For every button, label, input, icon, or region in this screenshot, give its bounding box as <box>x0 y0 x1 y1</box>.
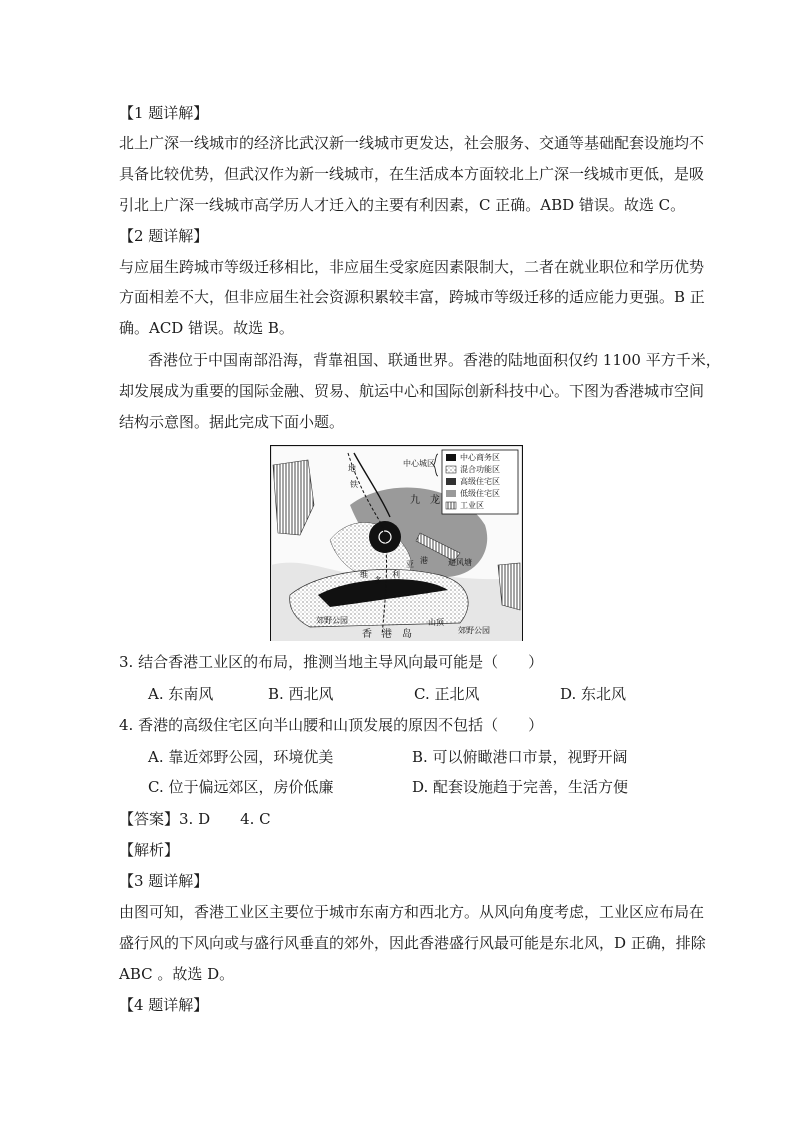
section-heading-q3: 【3 题详解】 <box>119 872 209 890</box>
paragraph-line: 却发展成为重要的国际金融、贸易、航运中心和国际创新科技中心。下图为香港城市空间 <box>119 382 705 400</box>
label-hk-island: 香 港 岛 <box>362 629 412 640</box>
label-country-park-right: 郊野公园 <box>458 626 490 635</box>
q4-option-a: A. 靠近郊野公园，环境优美 <box>148 748 334 766</box>
q4-option-b: B. 可以俯瞰港口市景，视野开阔 <box>412 748 628 766</box>
section-heading-q2: 【2 题详解】 <box>119 227 209 245</box>
q4-option-c: C. 位于偏远郊区，房价低廉 <box>148 778 334 796</box>
legend-high-residential: 高级住宅区 <box>460 477 500 486</box>
label-harbor-2: 多 <box>374 576 382 585</box>
analysis-heading: 【解析】 <box>119 841 180 859</box>
legend-mixed: 混合功能区 <box>460 465 500 474</box>
answer-line: 【答案】3. D 4. C <box>119 810 271 828</box>
label-harbor-1: 维 <box>360 570 368 579</box>
label-harbor-3: 利 <box>392 570 400 579</box>
q3-option-c: C. 正北风 <box>414 685 480 703</box>
legend-industrial: 工业区 <box>460 501 484 510</box>
label-harbor-4: 亚 <box>406 560 414 569</box>
q3-option-a: A. 东南风 <box>148 685 214 703</box>
question-3-stem: 3. 结合香港工业区的布局，推测当地主导风向最可能是（ ） <box>119 653 544 671</box>
q3-option-d: D. 东北风 <box>560 685 627 703</box>
legend-cbd: 中心商务区 <box>460 453 500 462</box>
label-kowloon: 九 龙 <box>410 495 440 506</box>
legend-group-label: 中心城区 <box>403 459 435 468</box>
q4-option-d: D. 配套设施趋于完善，生活方便 <box>412 778 629 796</box>
paragraph-line: 香港位于中国南部沿海，背靠祖国、联通世界。香港的陆地面积仅约 1100 平方千米， <box>148 351 721 369</box>
paragraph-line: 由图可知，香港工业区主要位于城市东南方和西北方。从风向角度考虑，工业区应布局在 <box>119 903 705 921</box>
paragraph-line: 结构示意图。据此完成下面小题。 <box>119 413 345 431</box>
paragraph-line: 北上广深一线城市的经济比武汉新一线城市更发达，社会服务、交通等基础配套设施均不 <box>119 134 705 152</box>
paragraph-line: ABC 。故选 D。 <box>119 965 235 983</box>
label-country-park-left: 郊野公园 <box>316 616 348 625</box>
paragraph-line: 具备比较优势，但武汉作为新一线城市，在生活成本方面较北上广深一线城市更低，是吸 <box>119 165 705 183</box>
label-peak: 山顶 <box>428 618 444 627</box>
paragraph-line: 确。ACD 错误。故选 B。 <box>119 319 294 337</box>
paragraph-line: 与应届生跨城市等级迁移相比，非应届生受家庭因素限制大，二者在就业职位和学历优势 <box>119 258 705 276</box>
hong-kong-city-structure-map <box>270 445 523 641</box>
section-heading-q1: 【1 题详解】 <box>119 104 209 122</box>
section-heading-q4: 【4 题详解】 <box>119 996 209 1014</box>
question-4-stem: 4. 香港的高级住宅区向半山腰和山顶发展的原因不包括（ ） <box>119 716 544 734</box>
label-metro-1: 地 <box>348 464 356 473</box>
label-metro-2: 铁 <box>350 480 358 489</box>
paragraph-line: 引北上广深一线城市高学历人才迁入的主要有利因素，C 正确。ABD 错误。故选 C。 <box>119 196 686 214</box>
legend-low-residential: 低级住宅区 <box>460 489 500 498</box>
q3-option-b: B. 西北风 <box>268 685 334 703</box>
paragraph-line: 方面相差不大，但非应届生社会资源积累较丰富，跨城市等级迁移的适应能力更强。B 正 <box>119 288 705 306</box>
label-harbor-5: 港 <box>420 556 428 565</box>
paragraph-line: 盛行风的下风向或与盛行风垂直的郊外，因此香港盛行风最可能是东北风，D 正确，排除 <box>119 934 706 952</box>
label-typhoon-shelter: 避风塘 <box>448 558 472 567</box>
